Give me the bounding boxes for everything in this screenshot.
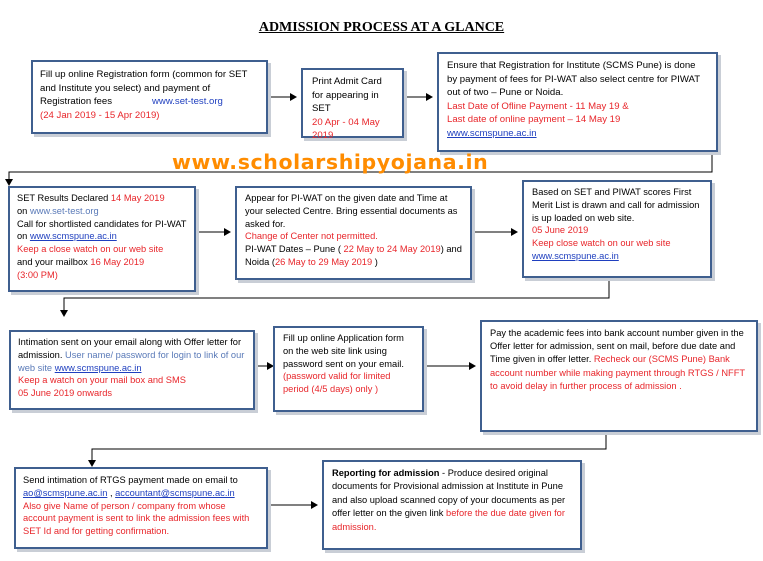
payer-name-note: Also give Name of person / company from whose account payment is sent to link the admission fees with SET Id and for getting confirmation. [23, 500, 250, 537]
mailbox-text: and your mailbox [17, 256, 88, 267]
center-change-note: Change of Center not permitted. [245, 231, 378, 242]
noida-close: ) [372, 256, 378, 267]
offer-letter-text: Intimation sent on your email along with Offer letter for admission. [18, 337, 242, 360]
merit-list-text: Based on SET and PIWAT scores First Merit List is drawn and call for admission is up loaded on web site. [532, 187, 700, 223]
institute-registration-text: Ensure that Registration for Institute (SCMS Pune) is done by payment of fees for PI-WAT also select centre for PIWAT out of two – Pune or Noida. [447, 60, 700, 99]
step-registration-box [31, 60, 268, 134]
email-separator: , [107, 487, 116, 498]
scmspune-link[interactable]: www.scmspune.ac.in [447, 127, 537, 139]
mailbox-time: (3:00 PM) [17, 269, 58, 280]
page-title: ADMISSION PROCESS AT A GLANCE [258, 20, 505, 35]
scmspune-link[interactable]: www.scmspune.ac.in [54, 362, 142, 373]
set-test-site[interactable]: www.set-test.org [29, 205, 99, 216]
watch-website-text: Keep close watch on our web site [532, 238, 671, 249]
offer-date: 05 June 2019 onwards [18, 388, 113, 399]
ao-email-link[interactable]: ao@scmspune.ac.in [23, 487, 108, 498]
set-results-on: on [17, 205, 28, 216]
reporting-text: - Produce desired original documents for Provisional admission at Institute in Pune and also upload scanned copy of your documents as per offer letter on the given link [332, 468, 566, 519]
pi-wat-dates-label: PI-WAT Dates – Pune ( [245, 244, 341, 255]
step-rtgs-intimation-box [14, 467, 268, 549]
step-registration-text: Fill up online Registration form (common for SET and Institute you select) and payment of Registration fees [40, 69, 248, 108]
watch-website-text: Keep a close watch on our web site [17, 244, 164, 255]
step-reporting-box [322, 460, 582, 550]
login-info-text: User name/ password for login to link of our web site [18, 349, 245, 373]
merit-list-date: 05 June 2019 [532, 225, 589, 236]
shortlist-text: Call for shortlisted candidates for PI-WAT on [17, 218, 187, 242]
mailbox-date: 16 May 2019 [90, 256, 145, 267]
registration-dates: (24 Jan 2019 - 15 Apr 2019) [40, 109, 160, 121]
step-admit-card-box [301, 68, 404, 142]
rtgs-intimation-text: Send intimation of RTGS payment made on email to [23, 475, 238, 485]
online-payment-date: Last date of online payment – 14 May 19 [447, 114, 621, 126]
pune-dates: 22 May to 24 May 2019 [340, 244, 441, 255]
admit-card-text: Print Admit Card for appearing in SET [312, 76, 382, 115]
offline-payment-date: Last Date of Ofline Payment - 11 May 19 & [447, 100, 629, 112]
step-offer-letter-box [9, 330, 255, 410]
watch-mailbox-text: Keep a watch on your mail box and SMS [18, 375, 186, 386]
step-pi-wat-box [235, 186, 472, 280]
set-results-date: 14 May 2019 [110, 193, 165, 203]
recheck-account-note: Recheck our (SCMS Pune) Bank account number while making payment through RTGS / NFFT to avoid delay in further process of admission . [490, 354, 745, 391]
step-application-form-box [273, 326, 424, 412]
pi-wat-text: Appear for PI-WAT on the given date and Time at your selected Centre. Bring essential documents as asked for. [245, 193, 458, 229]
application-form-text: Fill up online Application form on the web site link using password sent on your email. [283, 333, 404, 369]
scmspune-link[interactable]: www.scmspune.ac.in [532, 250, 619, 261]
set-test-link[interactable]: www.set-test.org [151, 96, 223, 108]
admit-card-dates: 20 Apr - 04 May 2019 [312, 116, 380, 142]
step-institute-registration-box [437, 52, 718, 152]
reporting-heading: Reporting for admission [332, 468, 440, 478]
pay-fees-text: Pay the academic fees into bank account number given in the Offer letter for admission, sent on mail, before due date and Time given in offer letter. [490, 328, 744, 365]
step-merit-list-box [522, 180, 712, 278]
set-results-text: SET Results Declared [17, 193, 109, 203]
reporting-deadline-note: before the due date given for admission. [332, 508, 565, 532]
accountant-email-link[interactable]: accountant@scmspune.ac.in [115, 487, 235, 498]
password-validity-note: (password valid for limited period (4/5 days) only ) [283, 371, 391, 395]
step-pay-fees-box [480, 320, 758, 432]
step-set-results-box [8, 186, 196, 292]
scmspune-link[interactable]: www.scmspune.ac.in [29, 231, 117, 242]
watermark-text: www.scholarshipyojana.in [172, 150, 489, 174]
noida-dates: 26 May to 29 May 2019 [274, 256, 373, 267]
noida-label: ) and Noida ( [245, 244, 462, 267]
